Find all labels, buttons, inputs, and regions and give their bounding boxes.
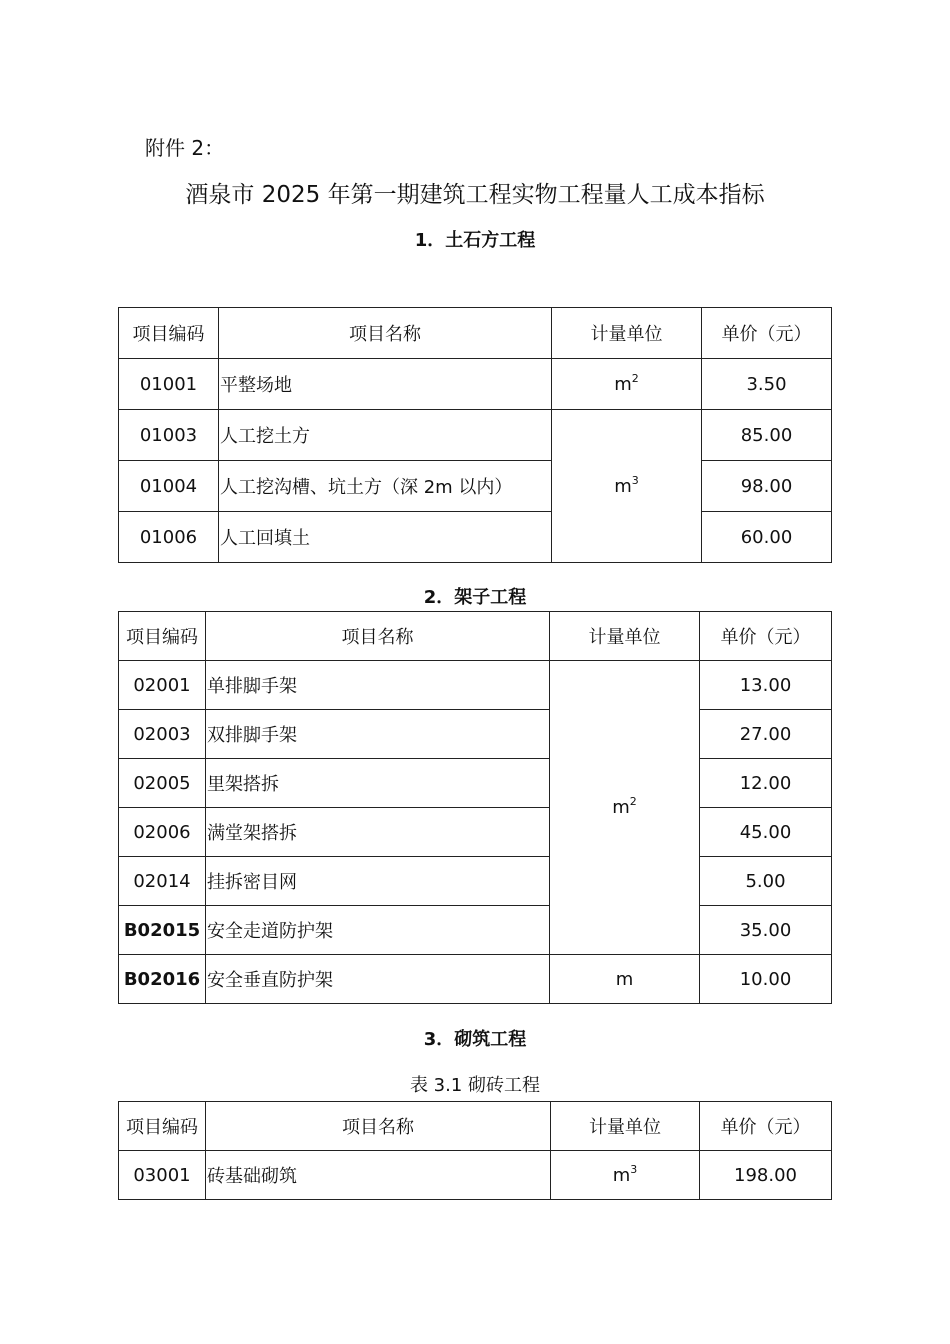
table-row bbox=[119, 955, 832, 1004]
section-title-masonry: 3．砌筑工程 bbox=[423, 1029, 527, 1050]
item-unit: $m^2$ bbox=[550, 661, 700, 955]
scaffolding-table bbox=[118, 611, 832, 1004]
document-title: 酒泉市 2025 年第一期建筑工程实物工程量人工成本指标 bbox=[185, 182, 765, 208]
item-price: 85.00 bbox=[702, 410, 832, 461]
table-row bbox=[119, 661, 832, 710]
item-code: 01003 bbox=[119, 410, 219, 461]
header-code: 项目编码 bbox=[119, 308, 219, 359]
table-row bbox=[119, 857, 832, 906]
attachment-label: 附件 2： bbox=[145, 136, 225, 160]
table-row bbox=[119, 808, 832, 857]
item-price: 35.00 bbox=[700, 906, 832, 955]
item-price: 45.00 bbox=[700, 808, 832, 857]
table-header-row bbox=[119, 1102, 832, 1151]
item-code: 02005 bbox=[119, 759, 206, 808]
item-code: 02014 bbox=[119, 857, 206, 906]
item-name: 里架搭拆 bbox=[206, 759, 550, 808]
item-name: 平整场地 bbox=[219, 359, 552, 410]
item-name: 人工挖沟槽、坑土方（深 2m 以内） bbox=[219, 461, 552, 512]
item-name: 双排脚手架 bbox=[206, 710, 550, 759]
table-row bbox=[119, 906, 832, 955]
header-name: 项目名称 bbox=[206, 1102, 551, 1151]
item-unit: $m^2$ bbox=[552, 359, 702, 410]
table-caption-brickwork: 表 3.1 砌砖工程 bbox=[409, 1075, 541, 1096]
item-name: 砖基础砌筑 bbox=[206, 1151, 551, 1200]
item-code: 01004 bbox=[119, 461, 219, 512]
item-code: 02003 bbox=[119, 710, 206, 759]
item-price: 5.00 bbox=[700, 857, 832, 906]
item-unit: m bbox=[550, 955, 700, 1004]
item-code: 01006 bbox=[119, 512, 219, 563]
item-code: B02016 bbox=[119, 955, 206, 1004]
item-code: 02001 bbox=[119, 661, 206, 710]
item-name: 挂拆密目网 bbox=[206, 857, 550, 906]
item-name: 安全垂直防护架 bbox=[206, 955, 550, 1004]
item-name: 人工挖土方 bbox=[219, 410, 552, 461]
header-price: 单价（元） bbox=[700, 1102, 832, 1151]
header-code: 项目编码 bbox=[119, 1102, 206, 1151]
table-row bbox=[119, 710, 832, 759]
header-name: 项目名称 bbox=[219, 308, 552, 359]
earthwork-table bbox=[118, 307, 832, 563]
item-code: 02006 bbox=[119, 808, 206, 857]
brickwork-table bbox=[118, 1101, 832, 1200]
item-price: 60.00 bbox=[702, 512, 832, 563]
table-row bbox=[119, 512, 832, 563]
section-title-scaffolding: 2．架子工程 bbox=[423, 587, 527, 608]
table-row bbox=[119, 1151, 832, 1200]
table-row bbox=[119, 359, 832, 410]
item-name: 单排脚手架 bbox=[206, 661, 550, 710]
header-name: 项目名称 bbox=[206, 612, 550, 661]
header-price: 单价（元） bbox=[700, 612, 832, 661]
item-price: 198.00 bbox=[700, 1151, 832, 1200]
table-row bbox=[119, 410, 832, 461]
item-price: 12.00 bbox=[700, 759, 832, 808]
item-name: 满堂架搭拆 bbox=[206, 808, 550, 857]
header-code: 项目编码 bbox=[119, 612, 206, 661]
item-code: B02015 bbox=[119, 906, 206, 955]
header-price: 单价（元） bbox=[702, 308, 832, 359]
item-price: 3.50 bbox=[702, 359, 832, 410]
item-name: 安全走道防护架 bbox=[206, 906, 550, 955]
item-code: 03001 bbox=[119, 1151, 206, 1200]
item-price: 27.00 bbox=[700, 710, 832, 759]
section-title-earthwork: 1．土石方工程 bbox=[414, 230, 536, 251]
item-code: 01001 bbox=[119, 359, 219, 410]
item-name: 人工回填土 bbox=[219, 512, 552, 563]
header-unit: 计量单位 bbox=[550, 612, 700, 661]
table-header-row bbox=[119, 612, 832, 661]
item-unit: $m^3$ bbox=[551, 1151, 700, 1200]
table-header-row bbox=[119, 308, 832, 359]
item-unit: $m^3$ bbox=[552, 410, 702, 563]
header-unit: 计量单位 bbox=[552, 308, 702, 359]
item-price: 10.00 bbox=[700, 955, 832, 1004]
table-row bbox=[119, 759, 832, 808]
table-row bbox=[119, 461, 832, 512]
item-price: 98.00 bbox=[702, 461, 832, 512]
item-price: 13.00 bbox=[700, 661, 832, 710]
header-unit: 计量单位 bbox=[551, 1102, 700, 1151]
